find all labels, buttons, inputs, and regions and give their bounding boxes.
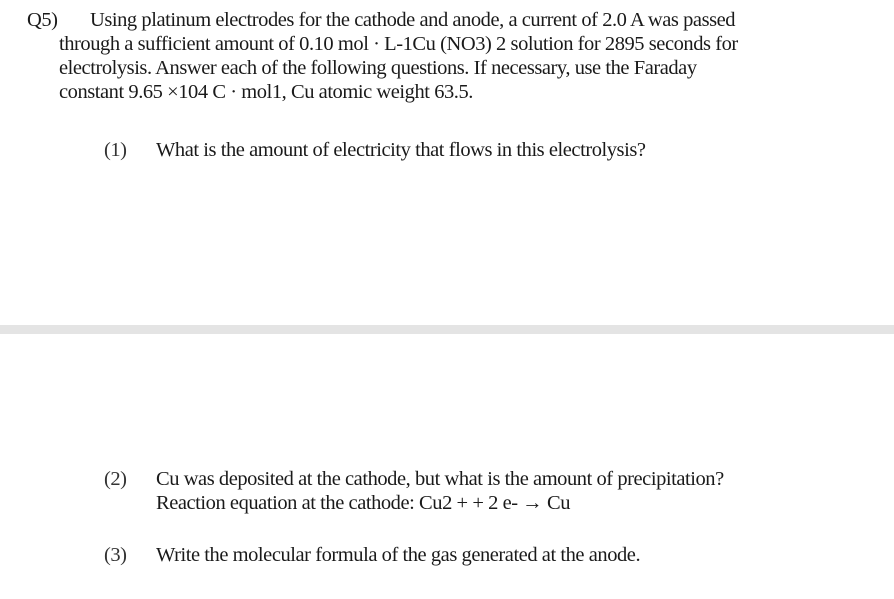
problem-text-line-3: electrolysis. Answer each of the following questions. If necessary, use the Faraday: [59, 57, 697, 79]
question-1-label: (1): [104, 139, 127, 161]
question-3-text: Write the molecular formula of the gas generated at the anode.: [156, 544, 641, 566]
question-2: [104, 467, 724, 515]
problem-number: Q5): [27, 9, 58, 31]
question-2-text: Cu was deposited at the cathode, but what is the amount of precipitation?: [156, 468, 724, 490]
problem-line: [27, 8, 887, 32]
problem-text-line-4: constant 9.65 ×104 C · mol1, Cu atomic weight 63.5.: [59, 81, 473, 103]
problem-statement: [27, 8, 887, 104]
question-2-label: (2): [104, 468, 127, 490]
problem-text-line-1: Using platinum electrodes for the cathode and anode, a current of 2.0 A was passed: [90, 9, 736, 31]
answer-area-divider: [0, 325, 894, 334]
question-3: [104, 543, 640, 567]
question-1-text: What is the amount of electricity that flows in this electrolysis?: [156, 139, 646, 161]
problem-text-line-2: through a sufficient amount of 0.10 mol · L-1Cu (NO3) 2 solution for 2895 seconds for: [59, 33, 738, 55]
question-1: [104, 138, 646, 162]
question-2-reaction-equation: Reaction equation at the cathode: Cu2 + + 2 e- → Cu: [156, 492, 571, 514]
question-3-label: (3): [104, 544, 127, 566]
